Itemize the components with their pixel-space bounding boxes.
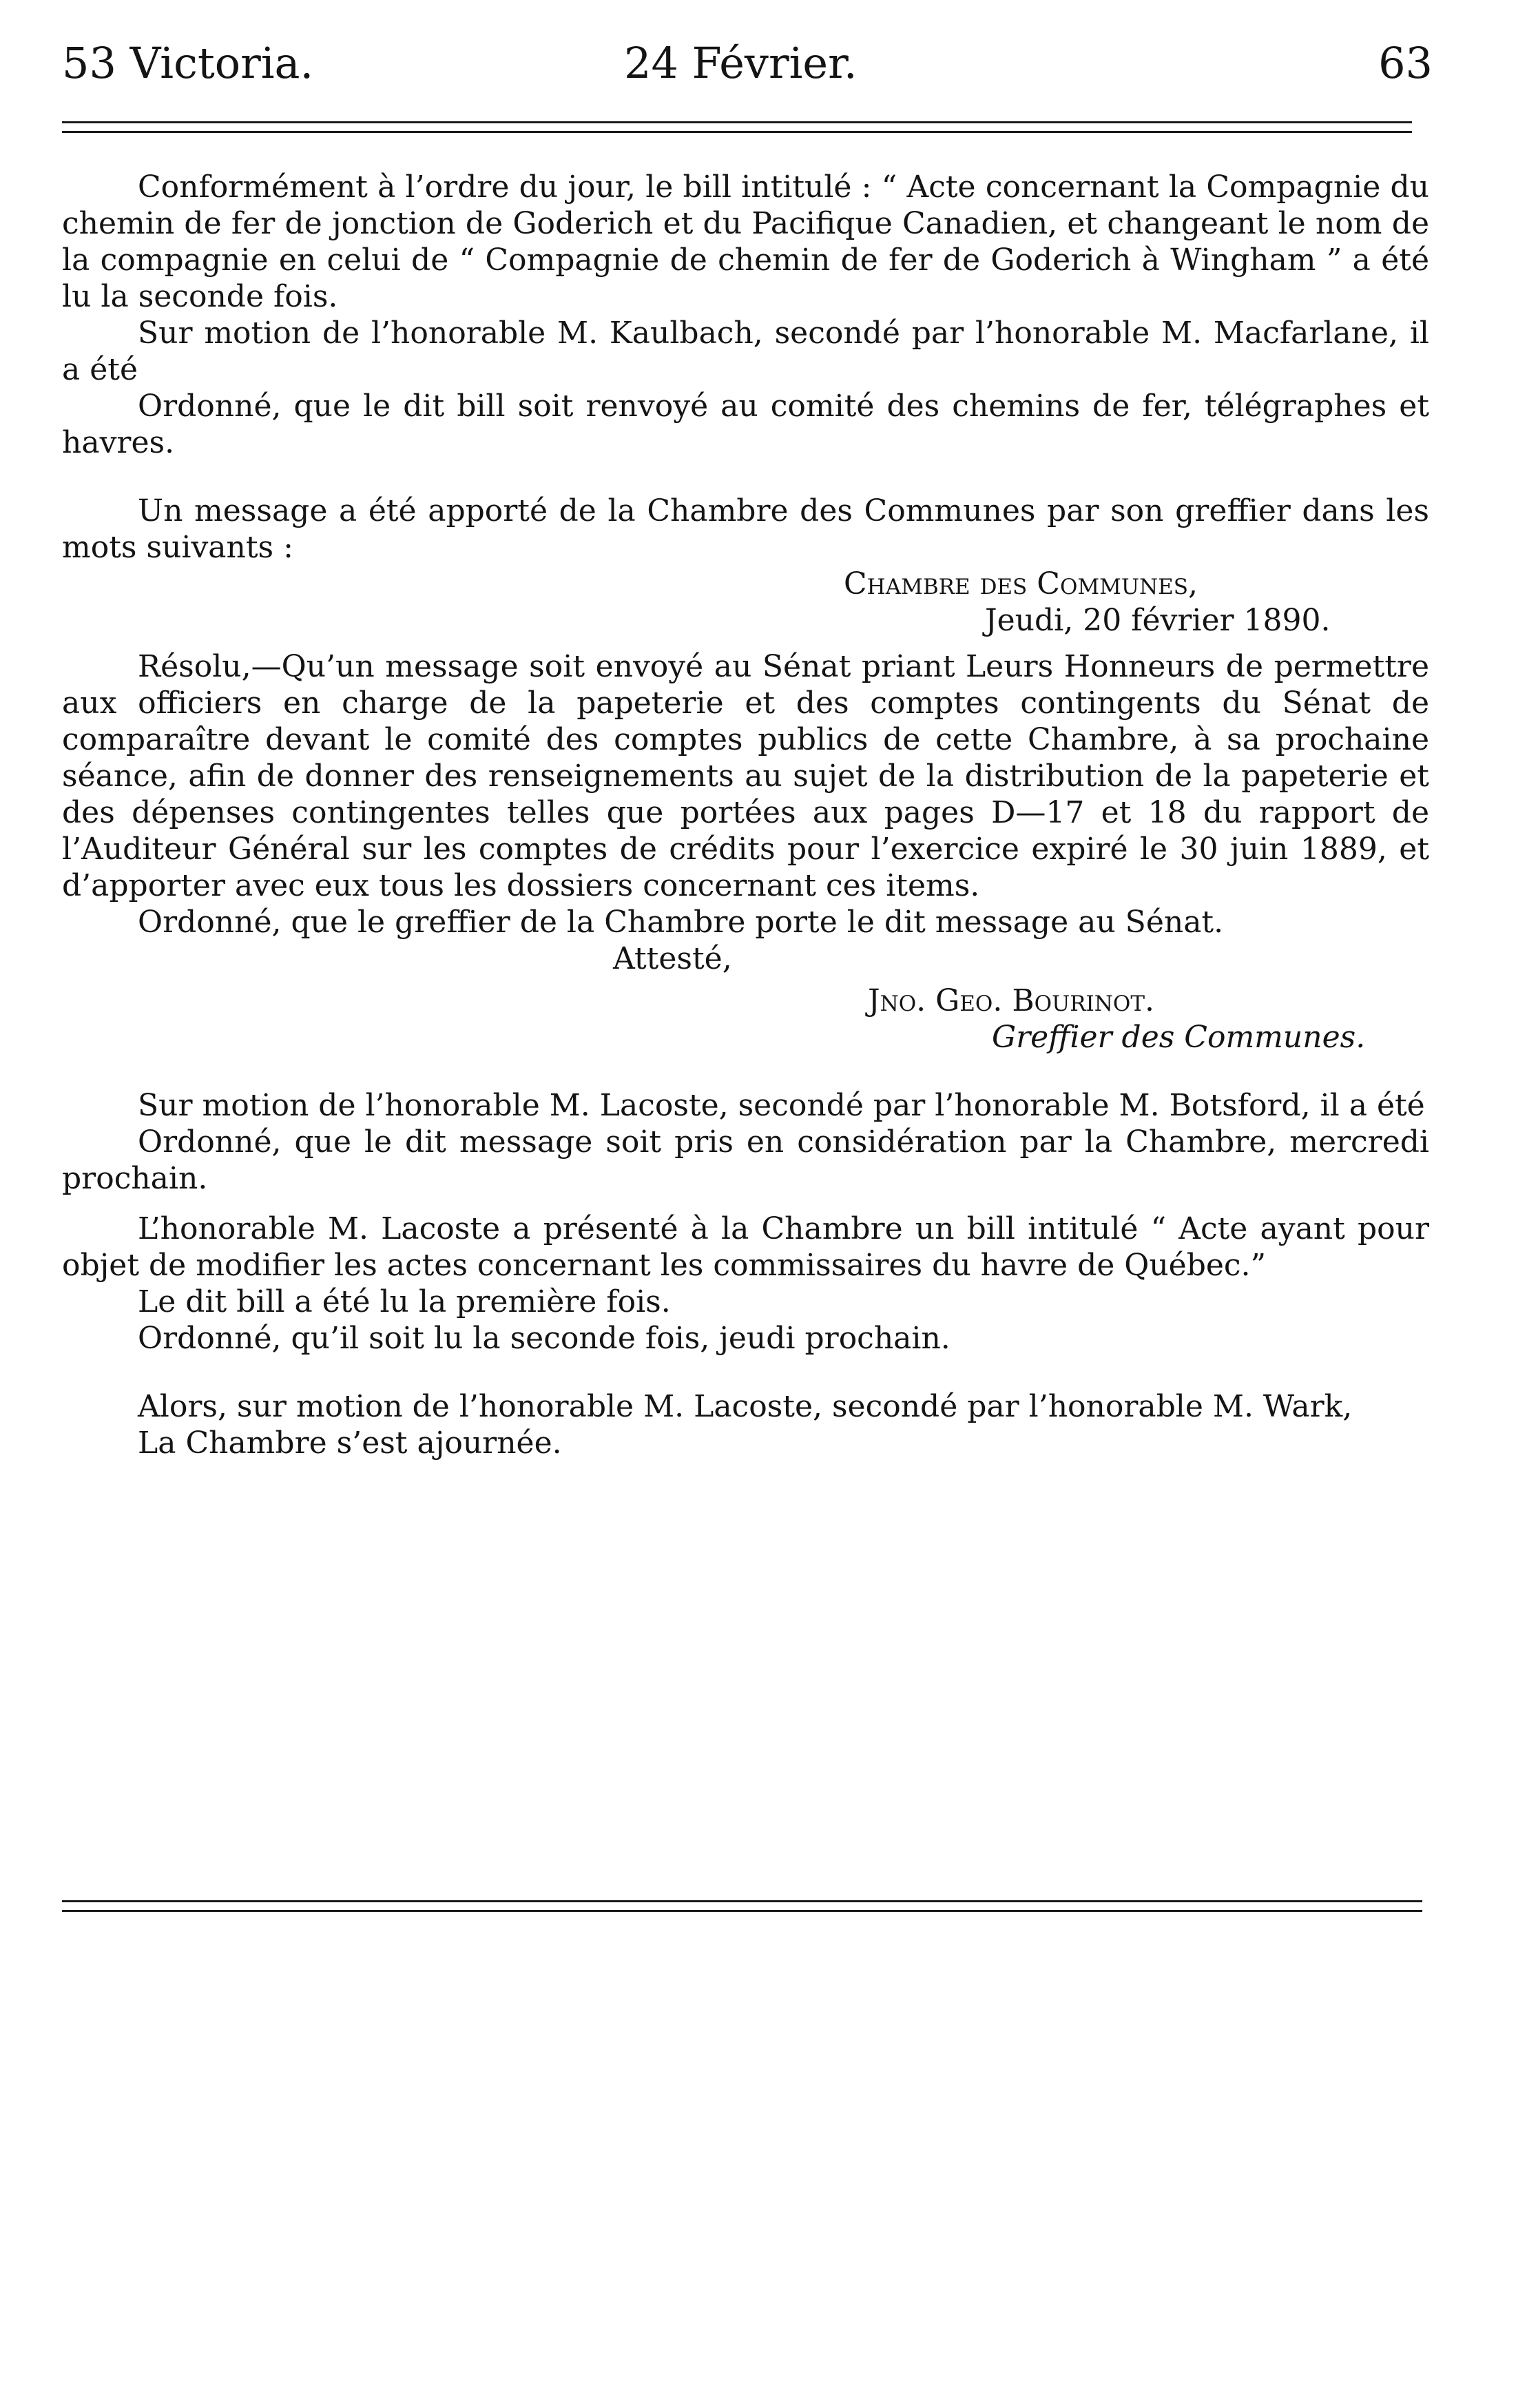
paragraph-motion-kaulbach: Sur motion de l’honorable M. Kaulbach, secondé par l’honorable M. Macfarlane, il a été [62,316,1429,387]
paragraph-order-second-reading: Ordonné, qu’il soit lu la seconde fois, jeudi prochain. [138,1321,951,1356]
footer-rule-bottom [62,1910,1422,1912]
paragraph-adjournment-motion: Alors, sur motion de l’honorable M. Lacoste, secondé par l’honorable M. Wark, [138,1389,1353,1424]
paragraph-order-clerk: Ordonné, que le greffier de la Chambre porte le dit message au Sénat. [138,905,1224,940]
footer-rule-top [62,1900,1422,1902]
paragraph-bill-introduced: L’honorable M. Lacoste a présenté à la Chambre un bill intitulé “ Acte ayant pour objet de modifier les actes concernant les commissaires du havre de Québec.” [62,1211,1429,1283]
header-session: 53 Victoria. [62,38,314,88]
signature-name: Jno. Geo. Bourinot. [868,983,1154,1018]
header-rule-top [62,121,1412,123]
header-date: 24 Février. [624,38,858,88]
message-date: Jeudi, 20 février 1890. [985,603,1331,638]
paragraph-message-commons: Un message a été apporté de la Chambre des Communes par son greffier dans les mots suivants : [62,493,1429,565]
paragraph-order-consideration: Ordonné, que le dit message soit pris en considération par la Chambre, mercredi prochain. [62,1124,1429,1196]
attest-line: Attesté, [613,941,732,976]
paragraph-first-reading: Le dit bill a été lu la première fois. [138,1284,671,1319]
page-body [62,169,1429,1461]
signature-title: Greffier des Communes. [992,1020,1366,1055]
paragraph-adjournment: La Chambre s’est ajournée. [138,1426,562,1461]
paragraph-bill-second-reading: Conformément à l’ordre du jour, le bill intitulé : “ Acte concernant la Compagnie du chemin de fer de jonction de Goderich et du Pacifique Canadien, et changeant le nom de la compagnie en celui de “ Compagnie de chemin de fer de Goderich à Wingham ” a été lu la seconde fois. [62,169,1429,314]
header-rule-bottom [62,131,1412,133]
page-header [62,36,1433,91]
message-house: Chambre des Communes, [844,566,1198,601]
page-number: 63 [1378,38,1433,88]
paragraph-order-committee: Ordonné, que le dit bill soit renvoyé au comité des chemins de fer, télégraphes et havres. [62,389,1429,460]
paragraph-motion-lacoste: Sur motion de l’honorable M. Lacoste, secondé par l’honorable M. Botsford, il a été [138,1088,1425,1123]
paragraph-resolution: Résolu,—Qu’un message soit envoyé au Sénat priant Leurs Honneurs de permettre aux officiers en charge de la papeterie et des comptes contingents du Sénat de comparaître devant le comité des comptes publics de cette Chambre, à sa prochaine séance, afin de donner des renseignements au sujet de la distribution de la papeterie et des dépenses contingentes telles que portées aux pages D—17 et 18 du rapport de l’Auditeur Général sur les comptes de crédits pour l’exercice expiré le 30 juin 1889, et d’apporter avec eux tous les dossiers concernant ces items. [62,649,1429,903]
